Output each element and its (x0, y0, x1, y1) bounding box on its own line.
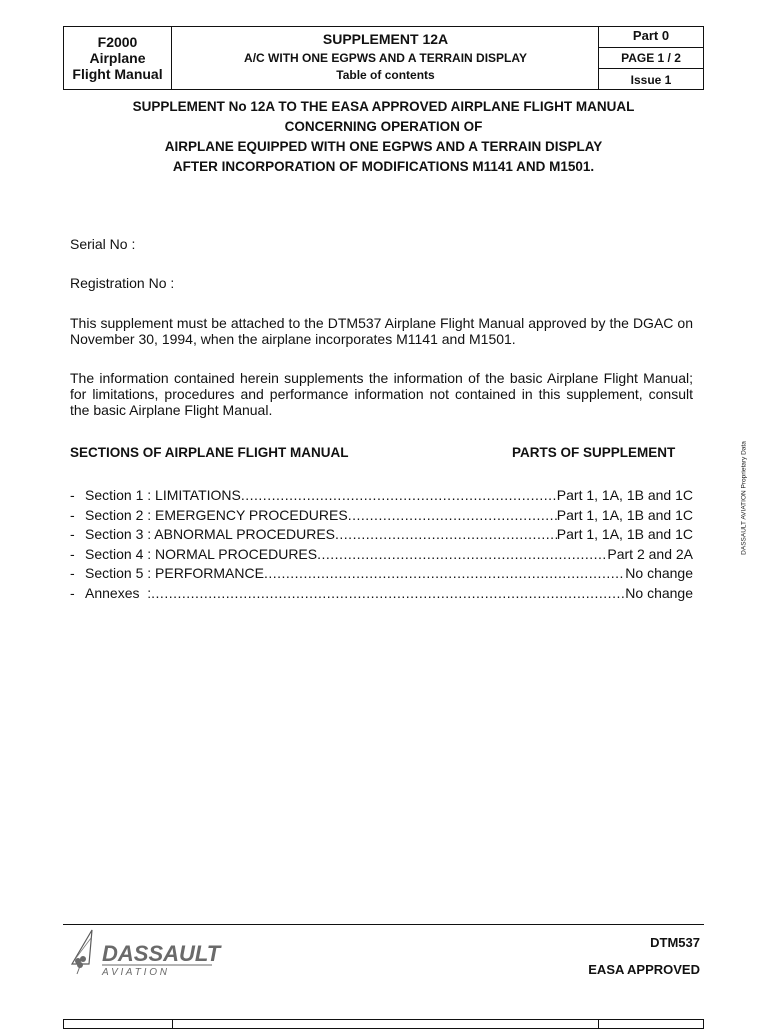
section-parts: Part 2 and 2A (607, 545, 693, 562)
document-number: DTM537 (650, 935, 700, 950)
list-dash: - (70, 526, 75, 543)
attachment-paragraph: This supplement must be attached to the DTM537 Airplane Flight Manual approved by the DGAC on November 30, 1994, when the airplane incorporates M1141 and M1501. (70, 315, 693, 347)
section-label: Section 4 : NORMAL PROCEDURES (85, 545, 318, 562)
dassault-emblem-icon (72, 930, 92, 974)
list-dash: - (70, 565, 75, 582)
section-parts: Part 1, 1A, 1B and 1C (556, 526, 693, 543)
dot-leader (348, 506, 557, 526)
logo-wordmark: DASSAULT (102, 941, 221, 966)
title-line: AIRPLANE EQUIPPED WITH ONE EGPWS AND A TERRAIN DISPLAY (164, 139, 603, 154)
registration-label: Registration No : (70, 275, 175, 291)
logo-subtitle: A V I A T I O N (102, 967, 168, 978)
dot-leader (264, 564, 625, 584)
list-item (70, 525, 693, 545)
list-dash: - (70, 584, 75, 601)
list-dash: - (70, 506, 75, 523)
header-table (63, 26, 704, 90)
list-item (70, 564, 693, 584)
proprietary-note: DASSAULT AVIATION Proprietary Data (740, 441, 748, 555)
page-info-cell (598, 27, 703, 89)
manual-title-line: F2000 (97, 34, 138, 50)
dot-leader (241, 486, 557, 506)
sections-heading: SECTIONS OF AIRPLANE FLIGHT MANUAL (70, 445, 349, 460)
section-label: Section 2 : EMERGENCY PROCEDURES (85, 506, 348, 523)
title-line: CONCERNING OPERATION OF (284, 119, 483, 134)
list-dash: - (70, 545, 75, 562)
dot-leader (335, 525, 557, 545)
page-number: PAGE 1 / 2 (599, 48, 703, 69)
dassault-logo (66, 928, 226, 980)
list-dash: - (70, 487, 75, 503)
manual-title-line: Flight Manual (72, 66, 163, 82)
next-header-table (63, 1019, 704, 1029)
list-item (70, 506, 693, 526)
title-line: SUPPLEMENT No 12A TO THE EASA APPROVED AIRPLANE FLIGHT MANUAL (132, 99, 635, 114)
section-label: Section 3 : ABNORMAL PROCEDURES (85, 526, 336, 543)
information-paragraph: The information contained herein supplements the information of the basic Airplane Flight Manual; for limitations, procedures and performance information not contained in this supplement, consult the basic Airplane Flight Manual. (70, 370, 693, 418)
section-label: Annexes : (85, 584, 152, 601)
serial-label: Serial No : (70, 236, 136, 252)
manual-title-cell (64, 27, 172, 89)
footer-divider (63, 924, 704, 925)
list-item (70, 545, 693, 565)
section-label: Section 5 : PERFORMANCE (85, 565, 264, 582)
approval-label: EASA APPROVED (588, 962, 700, 977)
list-item (70, 486, 693, 506)
document-title (63, 97, 704, 177)
list-item (70, 584, 693, 604)
title-line: AFTER INCORPORATION OF MODIFICATIONS M1141 AND M1501. (172, 159, 595, 174)
supplement-subtitle: A/C WITH ONE EGPWS AND A TERRAIN DISPLAY (244, 51, 527, 65)
part-label: Part 0 (599, 27, 703, 48)
section-parts: Part 1, 1A, 1B and 1C (556, 487, 693, 503)
section-parts: No change (625, 565, 693, 582)
supplement-cell (172, 27, 599, 89)
parts-heading: PARTS OF SUPPLEMENT (512, 445, 676, 460)
section-parts: Part 1, 1A, 1B and 1C (556, 506, 693, 523)
dot-leader (151, 584, 625, 604)
manual-title-line: Airplane (89, 50, 146, 66)
issue-label: Issue 1 (630, 73, 672, 87)
supplement-title: SUPPLEMENT 12A (322, 31, 449, 47)
section-label: Section 1 : LIMITATIONS (85, 487, 241, 503)
supplement-section: Table of contents (336, 68, 435, 82)
section-list (70, 486, 693, 604)
dot-leader (317, 545, 607, 565)
section-parts: No change (625, 584, 693, 601)
